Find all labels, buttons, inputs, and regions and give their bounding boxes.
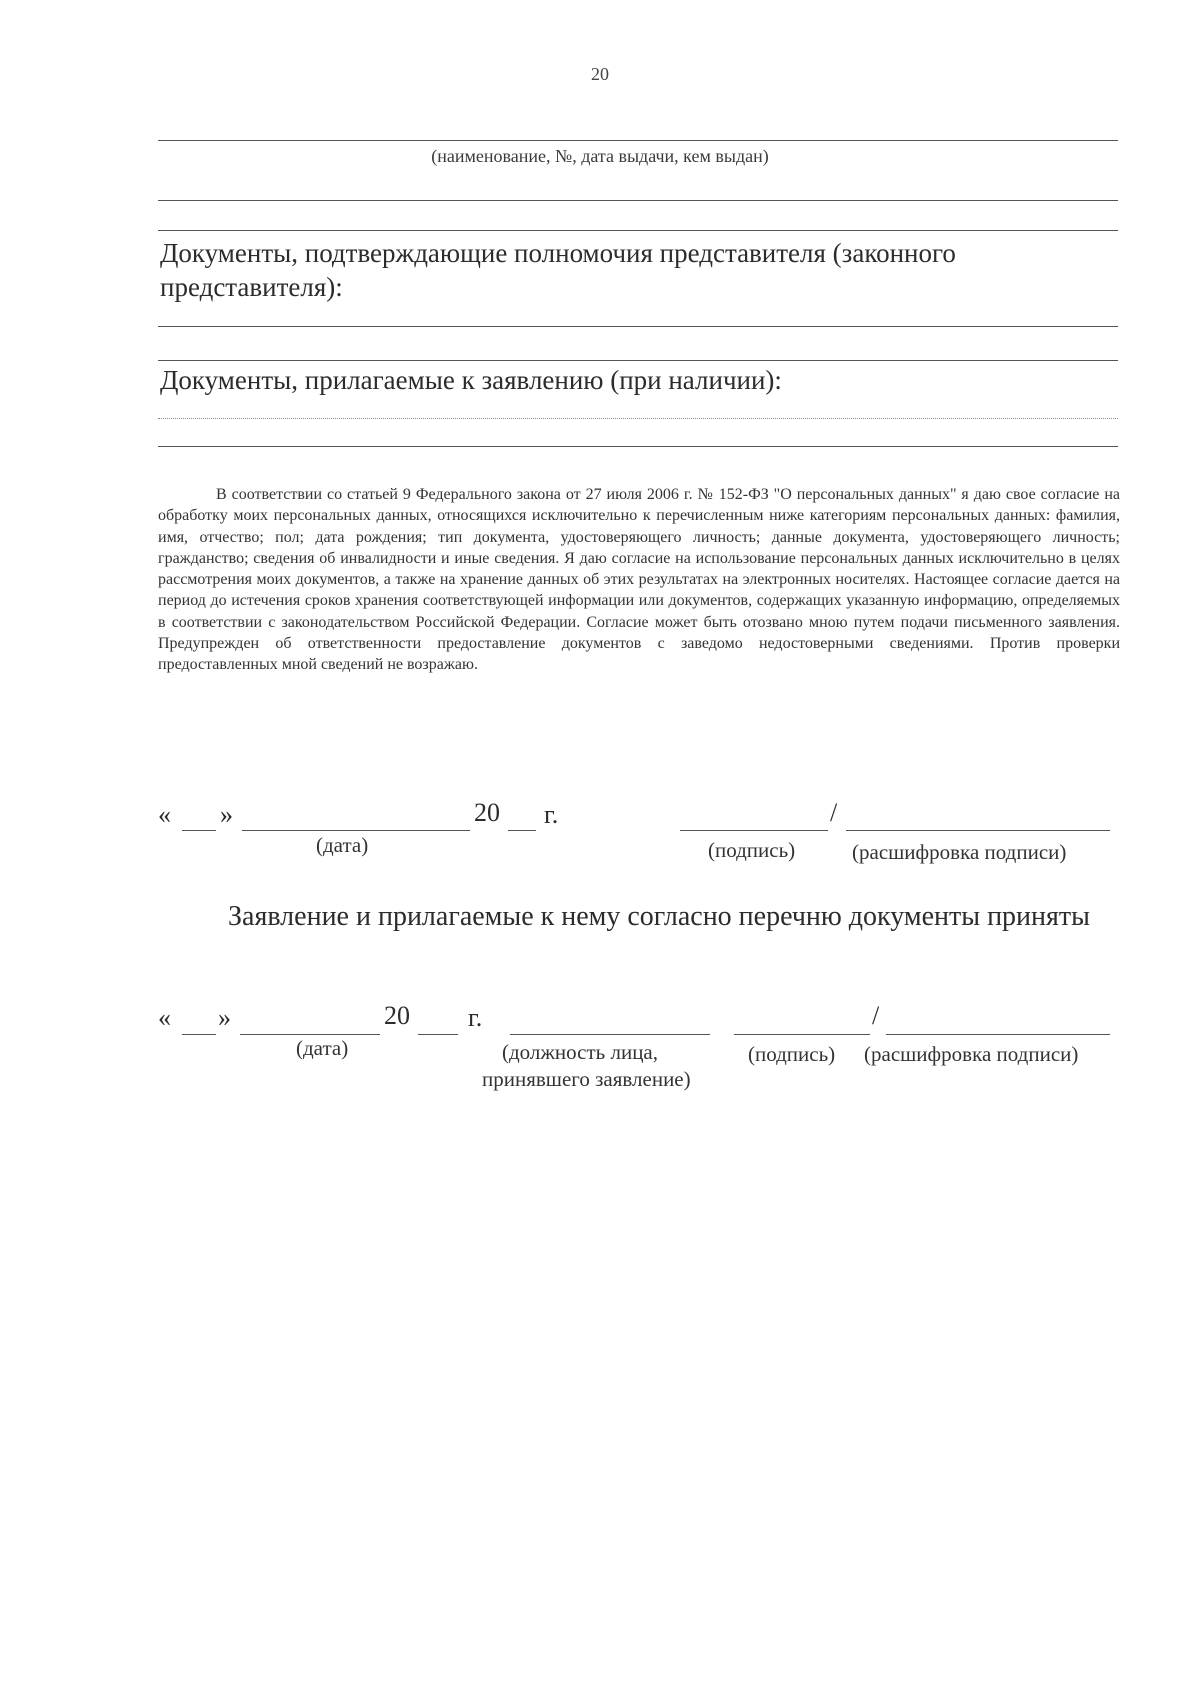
consent-paragraph: В соответствии со статьей 9 Федерального закона от 27 июля 2006 г. № 152-ФЗ "О персональных данных" я даю свое согласие на обработку моих персональных данных, относящихся исключительно к перечисленным ниже категориям персональных данных: фамилия, имя, отчество; пол; дата рождения; тип документа, удостоверяющего личность; данные документа, удостоверяющего личность; гражданство; сведения об инвалидности и иные сведения. Я даю согласие на использование персональных данных исключительно в целях рассмотрения моих документов, а также на хранение данных об этих результатах на электронных носителях. Настоящее согласие дается на период до истечения сроков хранения соответствующей информации или документов, содержащих указанную информацию, определяемых в соответствии с законодательством Российской Федерации. Согласие может быть отозвано мною путем подачи письменного заявления. Предупрежден об ответственности предоставление документов с заведомо недостоверными сведениями. Против проверки предоставленных мной сведений не возражаю. <box>158 486 1120 674</box>
signature-slash: / <box>830 798 838 827</box>
representative-fill-line <box>158 326 1118 327</box>
position-caption-line1: (должность лица, <box>502 1040 659 1064</box>
date-quote-close: » <box>218 1003 231 1032</box>
day-fill-line <box>182 1034 216 1035</box>
month-fill-line <box>242 830 470 831</box>
signature-caption: (подпись) <box>708 838 796 862</box>
decoding-fill-line <box>846 830 1110 831</box>
attached-fill-line <box>158 446 1118 447</box>
attached-fill-line <box>158 418 1118 419</box>
representative-docs-heading: Документы, подтверждающие полномочия представителя (законного представителя): <box>160 238 956 302</box>
date-quote-close: » <box>220 800 233 829</box>
position-fill-line <box>510 1034 710 1035</box>
year-prefix: 20 <box>474 798 500 827</box>
acceptance-statement: Заявление и прилагаемые к нему согласно перечню документы приняты <box>228 901 1090 932</box>
year-suffix: г. <box>468 1003 483 1032</box>
position-caption-line2: принявшего заявление) <box>482 1067 691 1091</box>
page-number: 20 <box>591 64 609 84</box>
year-suffix: г. <box>544 800 559 829</box>
representative-fill-line <box>158 360 1118 361</box>
year-fill-line <box>418 1034 458 1035</box>
date-caption: (дата) <box>316 833 369 857</box>
decoding-caption: (расшифровка подписи) <box>864 1042 1079 1066</box>
year-fill-line <box>508 830 536 831</box>
signature-slash: / <box>872 1001 880 1030</box>
signature-fill-line <box>734 1034 870 1035</box>
document-fill-line <box>158 230 1118 231</box>
document-fill-line <box>158 200 1118 201</box>
date-quote-open: « <box>158 1003 171 1032</box>
date-caption: (дата) <box>296 1036 349 1060</box>
document-caption: (наименование, №, дата выдачи, кем выдан) <box>431 146 769 166</box>
month-fill-line <box>240 1034 380 1035</box>
signature-caption: (подпись) <box>748 1042 836 1066</box>
decoding-fill-line <box>886 1034 1110 1035</box>
year-prefix: 20 <box>384 1001 410 1030</box>
day-fill-line <box>182 830 216 831</box>
attached-docs-heading: Документы, прилагаемые к заявлению (при наличии): <box>160 365 782 395</box>
date-quote-open: « <box>158 800 171 829</box>
document-fill-line <box>158 140 1118 141</box>
signature-fill-line <box>680 830 828 831</box>
decoding-caption: (расшифровка подписи) <box>852 840 1067 864</box>
